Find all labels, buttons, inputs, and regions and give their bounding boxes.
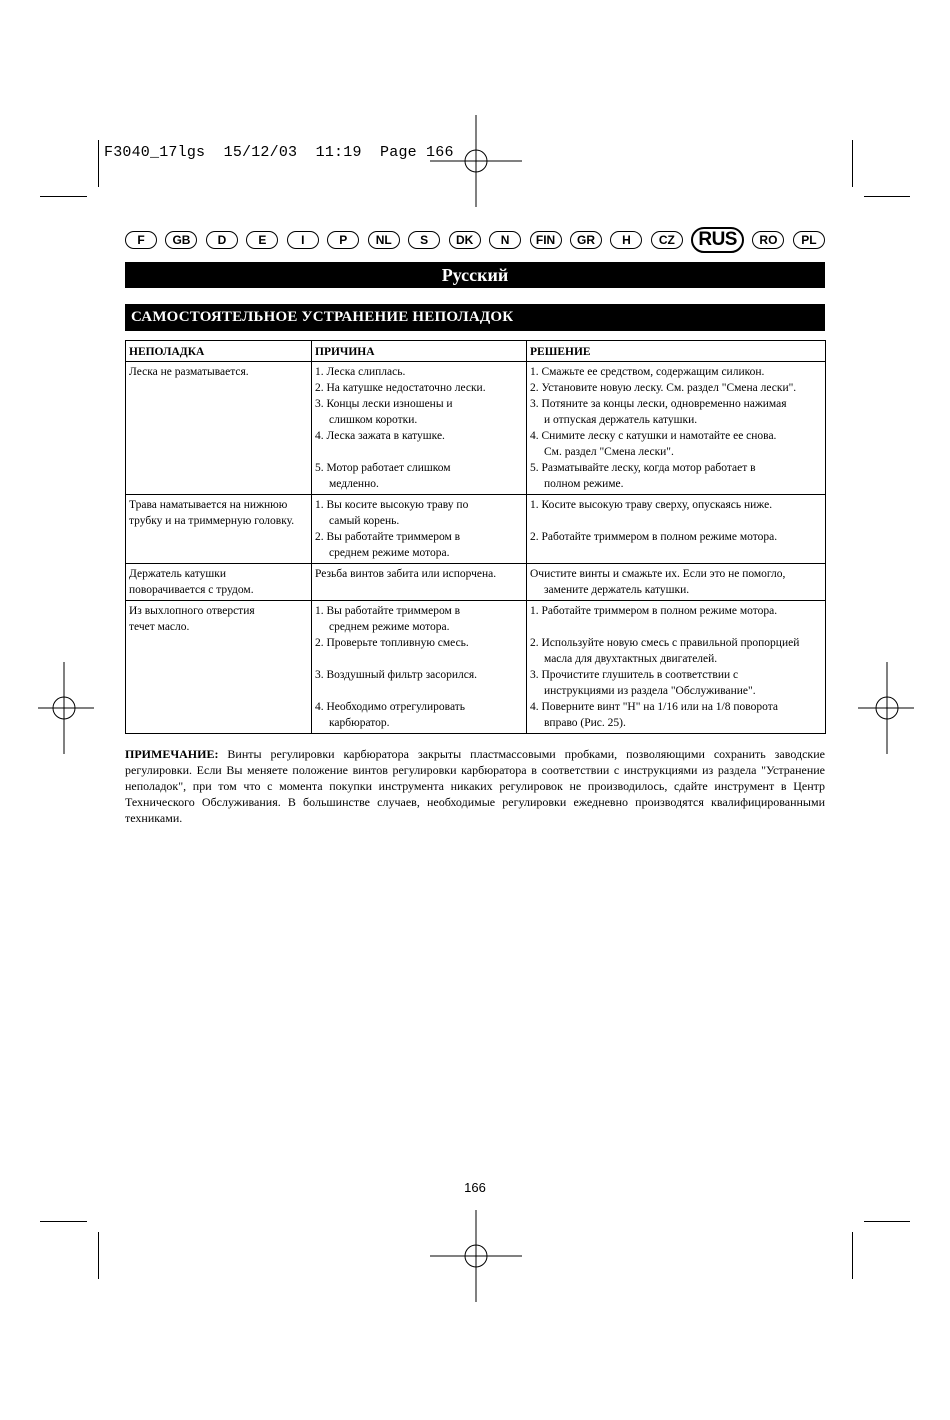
cell-line: полном режиме. — [544, 478, 624, 490]
cell-line: трубку и на триммерную головку. — [129, 515, 295, 527]
crop-mark-bottom-right-h — [864, 1221, 910, 1222]
crop-mark-bottom-right-v — [852, 1232, 853, 1279]
language-gb-badge: GB — [165, 231, 197, 249]
cell-line: Очистите винты и смажьте их. Если это не помогло, — [530, 568, 786, 580]
table-row — [126, 564, 826, 601]
cell-line: 1. Леска слиплась. — [315, 366, 406, 378]
solution-cell — [527, 564, 826, 601]
cell-line: Держатель катушки — [129, 568, 227, 580]
solution-cell — [527, 362, 826, 495]
problem-cell — [126, 495, 312, 564]
registration-mark-bottom-icon — [430, 1210, 522, 1302]
cell-line: 2. Вы работайте триммером в — [315, 531, 461, 543]
crop-mark-top-right-v — [852, 140, 853, 187]
cell-line — [530, 545, 822, 561]
print-slug: F3040_17lgs 15/12/03 11:19 Page 166 — [104, 144, 454, 161]
language-title: Русский — [125, 262, 825, 288]
language-i-badge: I — [287, 231, 319, 249]
language-dk-badge: DK — [449, 231, 481, 249]
cell-line: 1. Вы косите высокую траву по — [315, 499, 469, 511]
registration-mark-right-icon — [858, 662, 914, 754]
language-ro-badge: RO — [752, 231, 784, 249]
cell-line: медленно. — [329, 478, 379, 490]
cause-cell — [312, 495, 527, 564]
language-n-badge: N — [489, 231, 521, 249]
cell-line: 2. Проверьте топливную смесь. — [315, 637, 469, 649]
registration-mark-left-icon — [38, 662, 94, 754]
crop-mark-top-left-v — [98, 140, 99, 187]
language-h-badge: H — [610, 231, 642, 249]
cell-line: 1. Вы работайте триммером в — [315, 605, 461, 617]
language-cz-badge: CZ — [651, 231, 683, 249]
language-bar — [125, 226, 825, 254]
cell-line: поворачивается с трудом. — [129, 584, 254, 596]
troubleshooting-table — [125, 340, 826, 734]
header-solution: РЕШЕНИЕ — [527, 341, 826, 362]
cell-line: 1. Косите высокую траву сверху, опускаясь ниже. — [530, 499, 773, 511]
cell-line: Резьба винтов забита или испорчена. — [315, 568, 497, 580]
cell-line: 4. Поверните винт "H" на 1/16 или на 1/8 поворота — [530, 701, 778, 713]
cell-line: 1. Работайте триммером в полном режиме мотора. — [530, 605, 778, 617]
language-rus-badge: RUS — [691, 227, 744, 253]
problem-cell — [126, 564, 312, 601]
cell-line: Леска не разматывается. — [129, 366, 249, 378]
cell-line: 3. Прочистите глушитель в соответствии с — [530, 669, 739, 681]
cell-line: среднем режиме мотора. — [329, 621, 450, 633]
cell-line: 4. Леска зажата в катушке. — [315, 430, 445, 442]
header-problem: НЕПОЛАДКА — [126, 341, 312, 362]
section-title: САМОСТОЯТЕЛЬНОЕ УСТРАНЕНИЕ НЕПОЛАДОК — [125, 304, 825, 331]
cell-line: 4. Необходимо отрегулировать — [315, 701, 466, 713]
cell-line: 2. Установите новую леску. См. раздел "Смена лески". — [530, 382, 797, 394]
language-p-badge: P — [327, 231, 359, 249]
cell-line: 5. Разматывайте леску, когда мотор работает в — [530, 462, 756, 474]
cause-cell — [312, 601, 527, 734]
note-paragraph — [125, 746, 825, 826]
table-row — [126, 601, 826, 734]
language-gr-badge: GR — [570, 231, 602, 249]
cell-line: 1. Смажьте ее средством, содержащим силикон. — [530, 366, 765, 378]
cell-line: среднем режиме мотора. — [329, 547, 450, 559]
crop-mark-top-left-h — [40, 196, 87, 197]
cell-line: инструкциями из раздела "Обслуживание". — [544, 685, 756, 697]
cell-line: самый корень. — [329, 515, 400, 527]
table-row — [126, 362, 826, 495]
language-fin-badge: FIN — [530, 231, 562, 249]
table-row — [126, 495, 826, 564]
language-nl-badge: NL — [368, 231, 400, 249]
problem-cell — [126, 601, 312, 734]
language-e-badge: E — [246, 231, 278, 249]
cause-cell — [312, 564, 527, 601]
language-pl-badge: PL — [793, 231, 825, 249]
cell-line: и отпуская держатель катушки. — [544, 414, 698, 426]
cell-line: 5. Мотор работает слишком — [315, 462, 451, 474]
crop-mark-bottom-left-v — [98, 1232, 99, 1279]
problem-cell — [126, 362, 312, 495]
note-text: Винты регулировки карбюратора закрыты пластмассовыми пробками, позволяющими сохранить заводские регулировки. Если Вы меняете положение винтов регулировки карбюратора в соответствии с инструкциями из раздела "Устранение неполадок", при том что с момента покупки инструмента никаких регулировок не производилось, сдайте инструмент в Центр Технического Обслуживания. В большинстве случаев, необходимые регулировки ежедневно производятся квалифицированными техниками. — [125, 747, 825, 825]
language-f-badge: F — [125, 231, 157, 249]
note-label: ПРИМЕЧАНИЕ: — [125, 747, 219, 761]
cell-line: замените держатель катушки. — [544, 584, 690, 596]
registration-mark-top-icon — [430, 115, 522, 207]
cell-line: См. раздел "Смена лески". — [544, 446, 674, 458]
cell-line: Из выхлопного отверстия — [129, 605, 255, 617]
cell-line: 2. На катушке недостаточно лески. — [315, 382, 486, 394]
cell-line: 2. Используйте новую смесь с правильной пропорцией — [530, 637, 800, 649]
cell-line: 3. Концы лески изношены и — [315, 398, 453, 410]
language-d-badge: D — [206, 231, 238, 249]
cause-cell — [312, 362, 527, 495]
cell-line: 3. Потяните за концы лески, одновременно нажимая — [530, 398, 787, 410]
cell-line: карбюратор. — [329, 717, 390, 729]
table-header-row — [126, 341, 826, 362]
cell-line: 2. Работайте триммером в полном режиме мотора. — [530, 531, 778, 543]
cell-line — [530, 619, 822, 635]
cell-line: слишком коротки. — [329, 414, 418, 426]
solution-cell — [527, 601, 826, 734]
crop-mark-top-right-h — [864, 196, 910, 197]
language-s-badge: S — [408, 231, 440, 249]
cell-line: 4. Снимите леску с катушки и намотайте ее снова. — [530, 430, 777, 442]
cell-line: течет масло. — [129, 621, 190, 633]
cell-line: Трава наматывается на нижнюю — [129, 499, 288, 511]
crop-mark-bottom-left-h — [40, 1221, 87, 1222]
cell-line — [315, 683, 523, 699]
cell-line: 3. Воздушный фильтр засорился. — [315, 669, 477, 681]
cell-line — [530, 513, 822, 529]
solution-cell — [527, 495, 826, 564]
cell-line: масла для двухтактных двигателей. — [544, 653, 718, 665]
cell-line: вправо (Рис. 25). — [544, 717, 626, 729]
cell-line — [315, 651, 523, 667]
page-number: 166 — [464, 1180, 486, 1195]
header-cause: ПРИЧИНА — [312, 341, 527, 362]
cell-line — [315, 444, 523, 460]
